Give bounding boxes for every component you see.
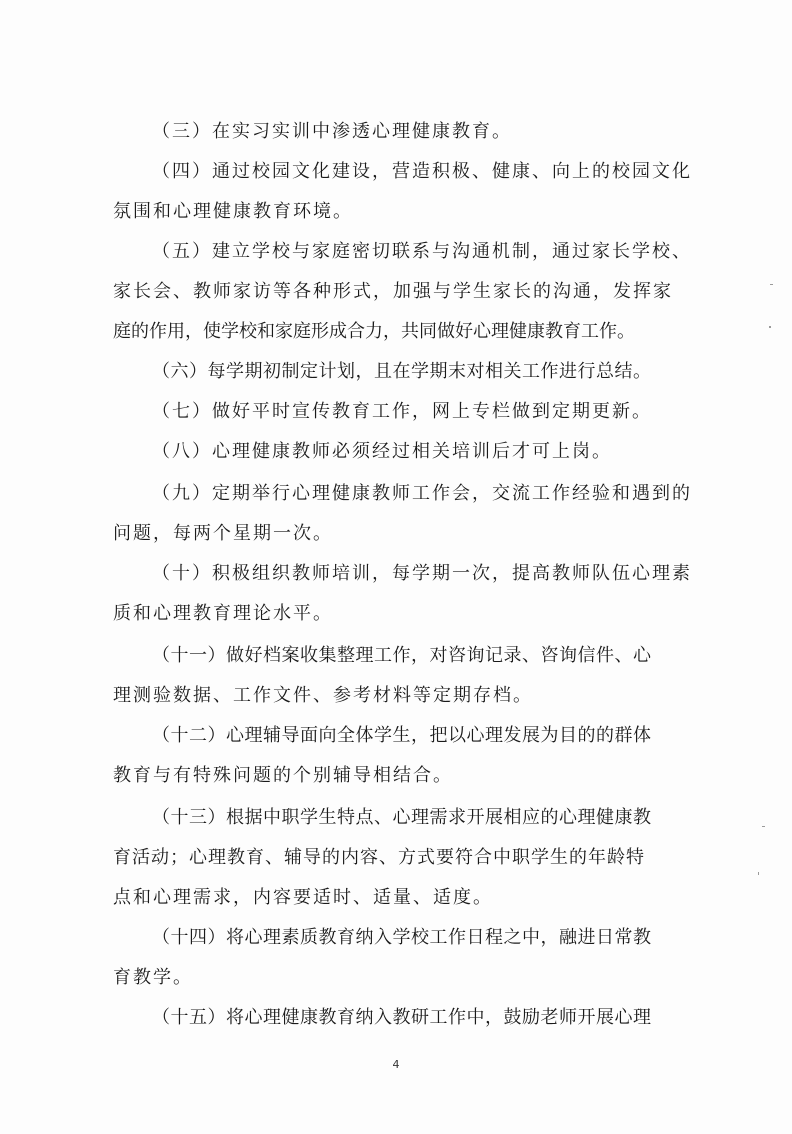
paragraph-13 [113,798,682,918]
paragraph-11 [113,636,682,716]
text-line: 问题，每两个星期一次。 [113,523,333,544]
text-line: （七）做好平时宣传教育工作，网上专栏做到定期更新。 [152,401,652,422]
text-line: （十一）做好档案收集整理工作，对咨询记录、咨询信件、心 [152,645,652,666]
text-line: 理测验数据、工作文件、参考材料等定期存档。 [113,685,533,706]
text-line: （九）定期举行心理健康教师工作会，交流工作经验和遇到的 [152,483,692,504]
paragraph-7 [152,392,682,432]
text-line: 质和心理教育理论水平。 [113,603,333,624]
scan-mark [770,284,773,285]
paragraph-8 [152,432,682,472]
paragraph-3 [152,112,682,152]
text-line: （十二）心理辅导面向全体学生，把以心理发展为目的的群体 [152,725,652,746]
page-number: 4 [392,1058,400,1071]
text-line: 庭的作用，使学校和家庭形成合力，共同做好心理健康教育工作。 [113,321,635,342]
text-line: （十五）将心理健康教育纳入教研工作中，鼓励老师开展心理 [152,1007,652,1028]
text-line: （五）建立学校与家庭密切联系与沟通机制，通过家长学校、 [152,241,692,262]
paragraph-5 [113,232,692,352]
text-line: 育活动；心理教育、辅导的内容、方式要符合中职学生的年龄特 [113,847,645,868]
paragraph-15 [152,998,682,1038]
scan-mark [762,826,765,827]
paragraph-4 [113,152,692,232]
text-line: 点和心理需求，内容要适时、适量、适度。 [113,887,493,908]
scan-mark [769,326,771,328]
paragraph-14 [113,918,682,998]
text-line: （八）心理健康教师必须经过相关培训后才可上岗。 [152,441,612,462]
scan-mark [758,872,759,875]
paragraph-10 [113,554,692,634]
text-line: 家长会、教师家访等各种形式，加强与学生家长的沟通，发挥家 [113,281,673,302]
text-line: 氛围和心理健康教育环境。 [113,201,353,222]
text-line: 教育与有特殊问题的个别辅导相结合。 [113,765,453,786]
paragraph-6 [152,352,682,392]
text-line: （十三）根据中职学生特点、心理需求开展相应的心理健康教 [152,807,652,828]
text-line: 育教学。 [113,967,193,988]
text-line: （十四）将心理素质教育纳入学校工作日程之中，融进日常教 [152,927,652,948]
text-line: （十）积极组织教师培训，每学期一次，提高教师队伍心理素 [152,563,692,584]
text-line: （六）每学期初制定计划，且在学期末对相关工作进行总结。 [152,361,652,382]
paragraph-9 [113,474,692,554]
text-line: （四）通过校园文化建设，营造积极、健康、向上的校园文化 [152,161,692,182]
text-line: （三）在实习实训中渗透心理健康教育。 [152,121,512,142]
paragraph-12 [113,716,682,796]
